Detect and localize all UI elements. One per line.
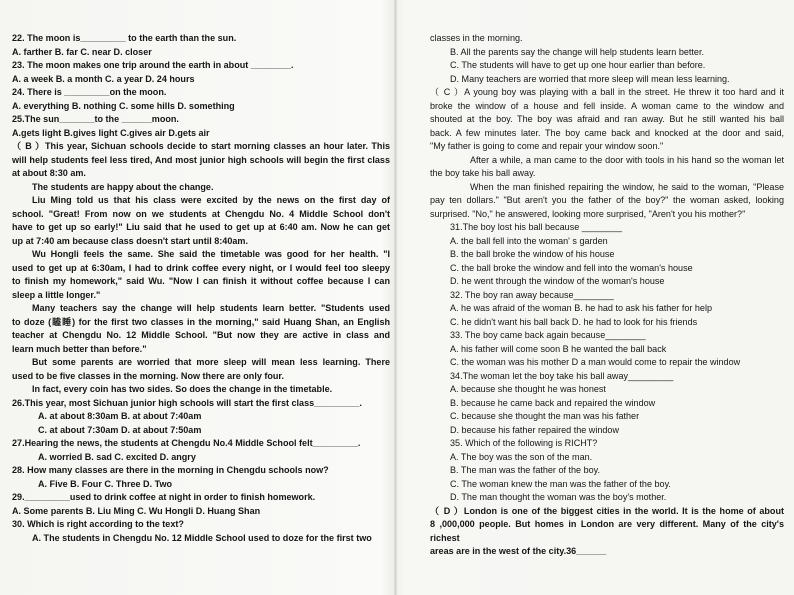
right-column-line: C. The woman knew the man was the father of the boy. [450, 478, 671, 489]
left-column-line: to doze (瞌睡) for the first two classes in the morning," said Huang Shan, an English [12, 316, 390, 327]
right-column-line: D. The man thought the woman was the boy's mother. [450, 492, 667, 502]
left-column-line: school. "Great! From now on we students at Chengdu No. 4 Middle School don't [12, 208, 390, 219]
right-column-line: B. All the parents say the change will help students learn better. [450, 46, 704, 57]
left-column-line: In fact, every coin has two sides. So does the change in the timetable. [32, 384, 333, 394]
left-column-line: 22. The moon is_________ to the earth than the sun. [12, 33, 237, 43]
right-column-line: When the man finished repairing the window, he said to the woman, "Please [470, 181, 784, 192]
left-column [12, 32, 390, 545]
left-column-line: C. at about 7:30am D. at about 7:50am [38, 424, 202, 435]
left-column-line: teacher at Chengdu No. 12 Middle School. "But now they are active in class and [12, 330, 390, 340]
left-column-line: A. The students in Chengdu No. 12 Middle School used to doze for the first two [32, 532, 372, 543]
right-column-line: B. because he came back and repaired the window [450, 397, 656, 408]
right-column-line: surprised. "No," he answered, looking more surprised, "Aren't you his mother?" [430, 208, 746, 219]
right-column-line: classes in the morning. [430, 33, 523, 43]
right-column-line: "My father is going to come and repair your window soon." [430, 141, 664, 151]
left-column-line: Liu Ming told us that his class were excited by the news on the first day of [32, 195, 390, 205]
right-column-line: 8 ,000,000 people. But homes in London are very different. Many of the city's richest [430, 519, 784, 543]
left-column-line: （ B ）This year, Sichuan schools decide to start morning classes an hour later. This [12, 141, 390, 151]
left-column-line: will help students feel less tired, And most junior high schools will begin the first class [12, 154, 390, 165]
left-column-line: 23. The moon makes one trip around the earth in about ________. [12, 60, 294, 70]
right-column-line: D. because his father repaired the window [450, 424, 619, 435]
right-column-line: （ D ）London is one of the biggest cities in the world. It is the home of about [430, 505, 784, 516]
left-column-line: The students are happy about the change. [32, 181, 214, 192]
right-column-line: C. the ball broke the window and fell into the woman's house [450, 262, 693, 273]
right-column-line: （ C ）A young boy was playing with a ball in the street. He threw it too hard and it [430, 87, 784, 97]
right-column [430, 32, 784, 559]
left-column-line: But some parents are worried that more sleep will mean less learning. There [32, 357, 390, 367]
left-column-line: A. farther B. far C. near D. closer [12, 46, 152, 57]
left-column-line: 26.This year, most Sichuan junior high schools will start the first class_________. [12, 397, 362, 408]
right-column-line: After a while, a man came to the door with tools in his hand so the woman let [470, 154, 784, 165]
page-fold [394, 0, 397, 595]
right-column-line: C. he didn't want his ball back D. he had to look for his friends [450, 316, 698, 327]
left-column-line: A. Five B. Four C. Three D. Two [38, 478, 173, 489]
right-column-line: 32. The boy ran away because________ [450, 289, 614, 300]
right-column-line: 33. The boy came back again because________ [450, 330, 646, 340]
left-column-line: A. worried B. sad C. excited D. angry [38, 451, 196, 462]
right-column-line: A. he was afraid of the woman B. he had to ask his father for help [450, 303, 713, 313]
left-column-line: Many teachers say the change will help students learn better. "Students used [32, 303, 390, 313]
left-column-line: used to be five classes in the morning. Now there are only four. [12, 370, 284, 381]
left-column-line: Wu Hongli feels the same. She said the timetable was good for her health. "I [32, 249, 390, 259]
left-column-line: 25.The sun_______to the ______moon. [12, 114, 179, 124]
right-column-line: A. his father will come soon B he wanted the ball back [450, 343, 667, 354]
left-column-line: sleep a little longer." [12, 289, 101, 300]
left-column-line: 30. Which is right according to the text? [12, 519, 184, 529]
right-column-line: C. because she thought the man was his father [450, 411, 640, 421]
right-column-line: 31.The boy lost his ball because ________ [450, 222, 623, 232]
right-column-line: 35. Which of the following is RICHT? [450, 438, 598, 448]
right-column-line: A. the ball fell into the woman' s garden [450, 235, 608, 246]
right-column-line: shouted at the boy. The boy was afraid and ran away. But he still wanted his ball [430, 114, 784, 124]
left-column-line: 27.Hearing the news, the students at Chengdu No.4 Middle School felt_________. [12, 438, 361, 448]
right-column-line: D. he went through the window of the woman's house [450, 276, 665, 286]
right-column-line: B. the ball broke the window of his house [450, 249, 615, 259]
left-column-line: A. everything B. nothing C. some hills D. something [12, 100, 235, 111]
left-column-line: A. a week B. a month C. a year D. 24 hours [12, 73, 195, 84]
left-column-line: 28. How many classes are there in the morning in Chengdu schools now? [12, 465, 329, 475]
right-column-line: C. The students will have to get up one hour earlier than before. [450, 60, 706, 70]
left-column-line: up at 7:40 am because class doesn't start until 8:40am. [12, 235, 248, 246]
right-column-line: the boy take his ball away. [430, 168, 536, 178]
left-column-line: to finish my homework," said Wu. "Now I can finish it without coffee because I can [12, 276, 390, 286]
right-column-line: C. the woman was his mother D a man would come to repair the window [450, 357, 741, 367]
left-column-line: at about 8:30 am. [12, 168, 86, 178]
right-column-line: B. The man was the father of the boy. [450, 465, 601, 475]
left-column-line: learn much better than before." [12, 343, 147, 354]
right-column-line: broke the window of a house and fell inside. A woman came to the window and [430, 100, 784, 111]
left-column-line: 29._________used to drink coffee at night in order to finish homework. [12, 492, 316, 502]
left-column-line: A. Some parents B. Liu Ming C. Wu Hongli D. Huang Shan [12, 505, 261, 516]
left-column-line: 24. There is _________on the moon. [12, 87, 167, 97]
left-column-line: used to get up at 6:30am, I had to drink coffee every night, or I would feel too sleepy [12, 262, 390, 273]
left-column-line: A. at about 8:30am B. at about 7:40am [38, 411, 202, 421]
right-column-line: A. The boy was the son of the man. [450, 451, 593, 462]
right-column-line: D. Many teachers are worried that more sleep will mean less learning. [450, 73, 730, 84]
right-column-line: pay ten dollars." "But aren't you the father of the boy?" the woman asked, looking [430, 195, 784, 205]
right-column-line: back. A few minutes later. The boy came back and knocked at the door and said, [430, 127, 784, 138]
left-column-line: A.gets light B.gives light C.gives air D.gets air [12, 127, 210, 138]
right-column-line: areas are in the west of the city.36______ [430, 546, 607, 556]
right-column-line: 34.The woman let the boy take his ball away_________ [450, 370, 674, 381]
right-column-line: A. because she thought he was honest [450, 384, 606, 394]
left-column-line: have to get up so early!" Liu said that he used to get up at 6:40 am. Now he can get [12, 222, 390, 232]
